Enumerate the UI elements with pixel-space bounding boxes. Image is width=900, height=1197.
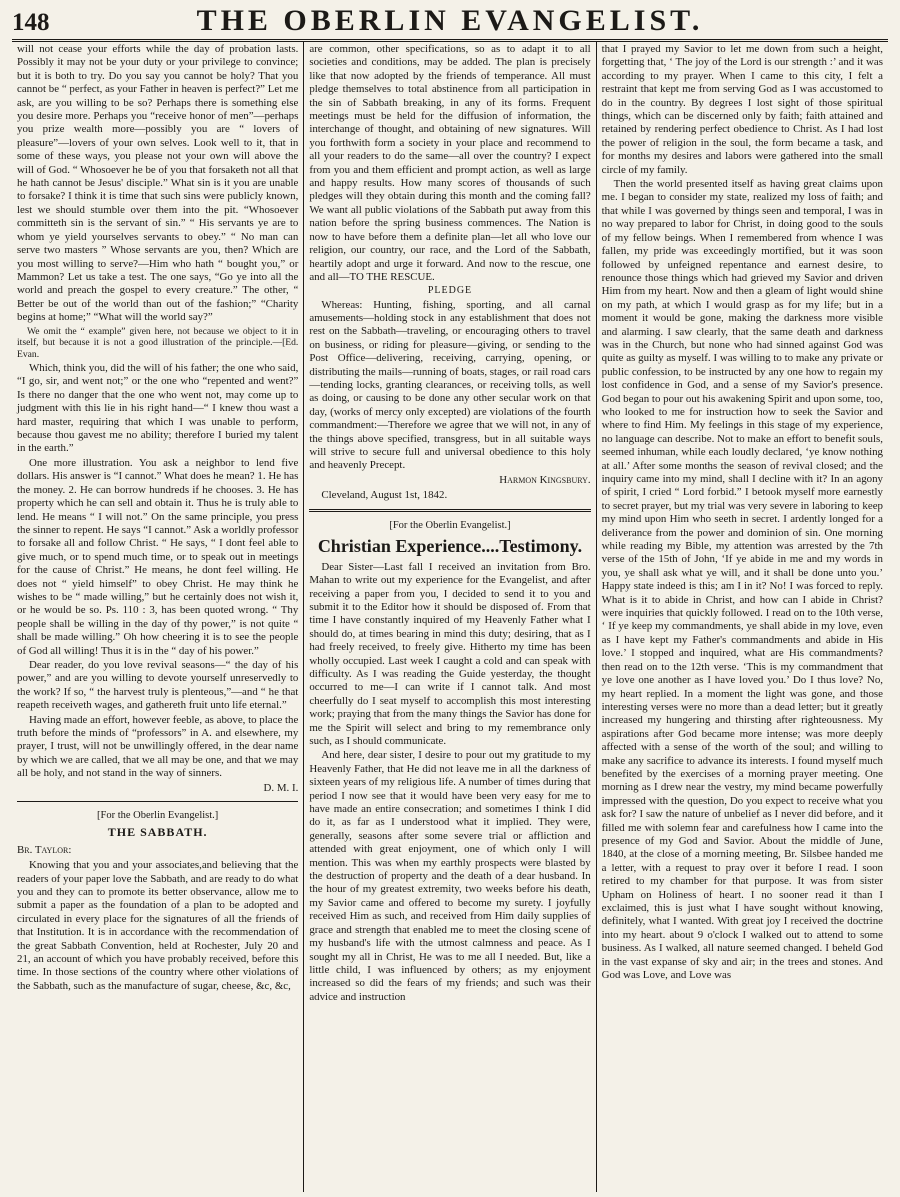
masthead	[12, 0, 888, 42]
editor-note: We omit the “ example” given here, not because we object to it in itself, but because it is not a good illustration of the principle.—[Ed. Evan.	[17, 325, 299, 360]
article-paragraph: Knowing that you and your associates,and believing that the readers of your paper love the Sabbath, and are ready to do what you and they can to promote its better observance, allow me to submit a paper as the foundation of a plan to be adopted and circulated in every place for the signatures of all the friends of that Institution. It is in accordance with the recommendation of the great Sabbath Convention, held at Rochester, July 20 and 21, an account of which you have probably received, before this time. In those sections of the country where other violations of the Sabbath, such as the manufacture of sugar, cheese, &c, &c,	[17, 859, 299, 992]
salutation: Br. Taylor:	[17, 843, 72, 856]
pledge-heading: PLEDGE	[427, 285, 473, 297]
newspaper-title: THE OBERLIN EVANGELIST.	[196, 4, 704, 37]
column-2	[303, 42, 595, 1192]
article-paragraph: Whereas: Hunting, fishing, sporting, and all carnal amusements—holding stock in any establishment that does not rest on the Sabbath—traveling, or encouraging others to travel on business, or riding for pleasure—giving, or sending to the Post Office—delivering, receiving, carrying, opening, or distributing the mails—running of boats, stages, or rail road cars—tending locks, granting clearances, or receiving tolls, as well as doing, or causing to be done any other secular work on that day, (works of mercy only excepted) are violations of the fourth commandment:—Therefore we agree that we will not, in any of the things above specified, transgress, but in all suitable ways will strive to secure full and universal obedience to this holy and heavenly Precept.	[309, 298, 591, 472]
column-1	[12, 42, 303, 1192]
divider	[17, 801, 298, 802]
article-paragraph: that I prayed my Savior to let me down from such a height, forgetting that, ‘ The joy of the Lord is our strength :’ and it was according to my prayer. When I came to this city, I felt a restraint that kept me from serving God as I was accustomed to do in the country. By degrees I lost sight of those spiritual things, which can be discerned only by faith; faith attained and retained by rendering perfect obedience to Christ. As I had lost the power of religion in the soul, the form became a task, and for months my desires and labors were gathered into the small circle of my family.	[601, 43, 883, 176]
page-number: 148	[12, 9, 50, 36]
article-paragraph: will not cease your efforts while the day of probation lasts. Possibly it may not be your duty or your privilege to convince; but it is both to try. Do you say you cannot be holy? That you cannot be “ perfect, as your Father in heaven is perfect?” Let me ask, are you willing to be so? Perhaps there is something else you desire more. Perhaps you “receive honor of men”—perhaps you prize wealth more—possibly you are “ lovers of pleasure”—lovers of your own selves. Look well to it, that in some of these ways, you please not your own will above the will of God. “ Whosoever he be of you that forsaketh not all that he hath cannot be Jesus' disciple.” What sin is it you are unable to forsake? I think it is time that such sins were publicly known, lest we should stumble over them into the pit. “Whosoever committeth sin is the servant of sin.” “ His servants ye are to whom ye yield yourselves servants to obey.” “ No man can serve two masters ” Whose servants are you, then? Which are you most willing to serve?—Him who hath “ bought you,” or Mammon? Let us take a test. The one says, “Go ye into all the world and preach the gospel to every creature.” The other, “ Better be out of the world than out of the fashion;” “Charity begins at home;” “What will the world say?”	[17, 43, 299, 324]
source-line: [For the Oberlin Evangelist.]	[97, 810, 219, 822]
article-paragraph: Then the world presented itself as having great claims upon me. I began to consider my state, realized my loss of faith; and that while I was governed by things seen and temporal, I was in no way prepared to labor for Christ, in doing good to the souls of my fellow beings. When I remembered from whence I was fallen, my pride was exceedingly mortified, but it was soon followed by unfeigned repentance and earnest desire, to renounce those things which had grieved my Savior and driven Him from my heart. Now and then a gleam of light would shine on my path, at which I would grasp as for my life; but in a moment it would be gone, making the darkness more visible and alarming. I saw clearly, that the same death and darkness was in the Church, but none who had sinned against God was quite as guilty as myself. I was willing to to make any private or public confession, to be instructed by any one how to regain my lost confidence in God, and a sense of my Savior's presence. God began to pour out his awakening Spirit and upon some, too, who looked to me for instruction how to seek the Savior and where to find Him. My feelings in this stage of my experience, no language can describe. Not to make an effort to benefit souls, seemed inhuman, while each loudly declared, ‘ye know nothing at all.’ After some months the season of revival closed; and the inquiry came into my mind, shall I decline with it? In an agony of spirit, I cried “ Lord forbid.” I betook myself more earnestly to secret prayer, but my trial was very severe in laboring to keep my mind upon Him who seeth in secret. I ardently longed for a deliverance from the power and dominion of sin. One morning while reading my Bible, my attention was arrested by the 7th verse of the 15th of John, ‘If ye abide in me and my words in you, ye shall ask what ye will, and it shall be done unto you.’ Happy state indeed is this; am I in it? No! I was forced to reply. What is it to abide in Christ, and how can I abide in Christ? were inquiries that quickly followed. I read on to the 10th verse, ‘ If ye keep my commandments, ye shall abide in my love, even as I have kept my Father's commandments and abide in His love.’ I stopped and inquired, what are His commandments? then read on to the 12th verse. ‘This is my commandment that ye love one another as I have loved you.’ Do I thus love? No, my heart replied. In a moment the light was gone, and those interesting verses were no more than a dead letter; but it greatly increased my hungering and thirsting after righteousness. My aspirations after God became more intense; was more deeply affected with a sense of the worth of the soul; and willing to make any sacrifice to advance its interests. I found myself much benefited by the exercises of a morning prayer meeting. One morning as I drew near the vestry, my mind became powerfully impressed with the question, Do you expect to receive what you ask for? I saw the nature of unbelief as I never did before, and it filled me with solemn fear and carefulness how I came into the presence of my God and Savior. About the middle of June, 1840, at the close of a morning meeting, Br. Silsbee handed me a letter, with a request to pray over it before I read. I soon retired to my chamber for that purpose. It was from sister Upham on Holiness of heart. I no sooner read it than I exclaimed, this is just what I have sought without knowing, definitely, what I wanted. With great joy I received the doctrine into my heart. about 9 o'clock I walked out to attend to some business. As I walked, all nature seemed changed. I beheld God in the vast expanse of sky and air; in the trees and stones. And God was Love, and Love was	[601, 178, 883, 982]
article-paragraph: Dear Sister—Last fall I received an invitation from Bro. Mahan to write out my experience for the Evangelist, and after receiving a paper from you, I decided to send it to you and submit it to the Editor how it should be disposed of. From that time I have constantly inquired of my Heavenly Father what I should do, at times bearing in mind this duty; desiring, that as I had freely received, to freely give. Hitherto my time has been wholly occupied. Last week I caught a cold and can speak with difficulty. As I was reading the Guide yesterday, the thought occurred to me—I can write if I cannot talk. And most cheerfully do I seat myself to accomplish this most interesting work; praying that from the many things the Savior has done for me the Spirit will select and bring to my remembrance only such, as I should communicate.	[309, 560, 591, 748]
article-paragraph: Having made an effort, however feeble, as above, to place the truth before the minds of “professors” in A. and elsewhere, my prayer, I trust, will not be unwillingly offered, in the dear name by which we are called, that we all may be one, and that we may all be holy, and not stand in the way of sinners.	[17, 713, 299, 780]
article-heading: Christian Experience....Testimony.	[317, 535, 583, 556]
author-signature: Harmon Kingsbury.	[499, 473, 591, 486]
article-heading: THE SABBATH.	[107, 824, 208, 839]
article-paragraph: Which, think you, did the will of his father; the one who said, “I go, sir, and went not;” or the one who “repented and went?” Is there no danger that the one who went not, may come up to judgment with this lie in his right hand—“ I knew thou wast a hard master, requiring that which I was unable to perform, because thou gavest me no ability; therefore I buried my talent in the earth.”	[17, 362, 299, 455]
dateline: Cleveland, August 1st, 1842.	[321, 489, 448, 502]
article-paragraph: One more illustration. You ask a neighbor to lend five dollars. His answer is “I cannot.” What does he mean? 1. He has the money. 2. He can borrow hundreds if he chooses. 3. He has property which he can sell and obtain it. Thus he is truly able to lend. He means “ I will not.” On the same principle, you press the sinner to repent. He says “I cannot.” Ask a worldly professor to forsake all and follow Christ. “ He says, “ I dont feel able to give much, or to spend much time, or to speak out in meetings for the cause of Christ.” He means, he dont feel willing. He does not “ yield himself” to obey Christ. He may think he wishes to be “ made willing,” but he certainly does not wish it, or he would be so. Ps. 110 : 3, has been quoted wrong. “ Thy people shall be willing in the day of thy power,” is not quite “ shall be made willing.” Oh how cheering it is to see the people of God all willing! Thus it is in the “ day of his power.”	[17, 456, 299, 657]
columns	[12, 42, 888, 1192]
column-3	[596, 42, 888, 1192]
divider	[309, 509, 590, 512]
source-line: [For the Oberlin Evangelist.]	[389, 519, 511, 531]
article-paragraph: are common, other specifications, so as to adapt it to all societies and conditions, may be added. The plan is precisely like that now adopted by the friends of temperance. All must pledge themselves to total abstinence from all participation in the sin of Sabbath breaking, in any of its forms. Frequent meetings must be held for the diffusion of information, the interchange of thought, and obtaining of new signatures. Will you forthwith form a society in your place and recommend to all your readers to do the same—all over the country? I expect from you and them efficient and prompt action, as well as large and happy results. How many scores of thousands of such pledges will they obtain during this month and the coming fall? We want all public violations of the Sabbath put away from this nation before the spring business commences. The Nation is now to have before them a definite plan—let all who love our religion, our country, our race, and the Lord of the Sabbath, heartily adopt and urge it forward. And now to the rescue, one and all—TO THE RESCUE.	[309, 43, 591, 283]
author-signature: D. M. I.	[263, 781, 299, 794]
article-paragraph: And here, dear sister, I desire to pour out my gratitude to my Heavenly Father, that He did not leave me in all the darkness of sixteen years of my religious life. A number of times during that period I now see that it would have been very easy for me to have made an entire consecration; and sometimes I think I did do it, as far as I understood what it implied. They were, generally, seasons after some severe trial or affliction and attended with great enjoyment, one of which only I will mention. This was when my earthly prospects were blasted by the destruction of property and the death of a dear husband. In the hour of my greatest extremity, two weeks before his death, my Savior came and offered to become my surety. I joyfully received Him as such, and received from Him daily supplies of grace and strength that enabled me to meet the closing scene of my husband's life with the utmost calmness and peace. As I sought my all in Christ, He was to me all I needed. But, like a little child, I was influenced by others; as my enjoyment increased so did the fears of my friends; and such was their advice and instruction	[309, 749, 591, 1003]
article-paragraph: Dear reader, do you love revival seasons—“ the day of his power,” and are you willing to devote yourself unreservedly to the work? If so, “ the harvest truly is plenteous,”—and “ he that reapeth receiveth wages, and gathereth fruit unto life eternal.”	[17, 658, 299, 712]
